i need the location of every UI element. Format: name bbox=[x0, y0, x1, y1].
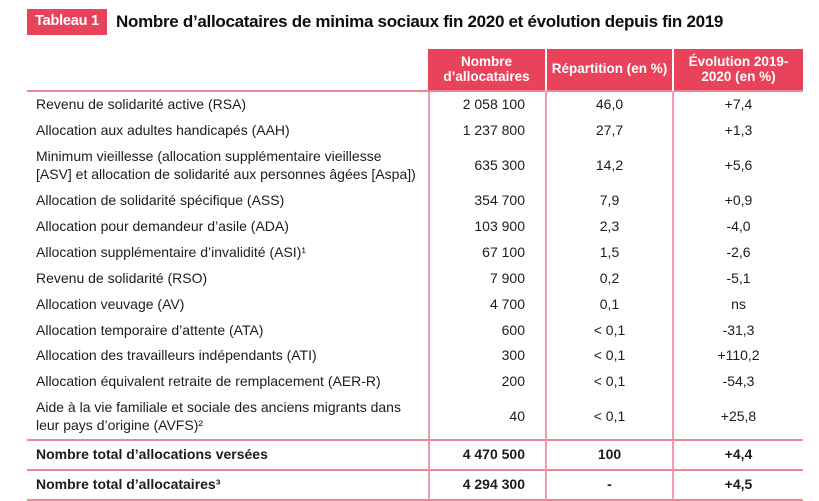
col-header-evolution: Évolution 2019-2020 (en %) bbox=[672, 49, 803, 93]
row-count: 300 bbox=[428, 343, 545, 369]
row-count: 40 bbox=[428, 395, 545, 439]
col-header-count: Nombre d’allocataires bbox=[428, 49, 545, 93]
row-label: Allocation aux adultes handicapés (AAH) bbox=[36, 122, 290, 139]
row-share: 27,7 bbox=[545, 118, 672, 144]
page-title: Nombre d’allocataires de minima sociaux fin 2020 et évolution depuis fin 2019 bbox=[116, 11, 724, 31]
table-row bbox=[27, 240, 803, 266]
row-evolution: +0,9 bbox=[672, 188, 803, 214]
row-count: 635 300 bbox=[428, 144, 545, 188]
row-count: 1 237 800 bbox=[428, 118, 545, 144]
row-share: < 0,1 bbox=[545, 395, 672, 439]
table-row bbox=[27, 266, 803, 292]
row-count: 103 900 bbox=[428, 214, 545, 240]
row-evolution: +1,3 bbox=[672, 118, 803, 144]
table-row bbox=[27, 369, 803, 395]
row-count: 600 bbox=[428, 318, 545, 344]
minima-sociaux-table bbox=[27, 49, 803, 501]
row-share: 2,3 bbox=[545, 214, 672, 240]
table-row bbox=[27, 395, 803, 439]
table-number-badge: Tableau 1 bbox=[27, 9, 107, 35]
row-label: Allocation pour demandeur d’asile (ADA) bbox=[36, 217, 289, 234]
row-share: 100 bbox=[545, 439, 672, 469]
row-share: 7,9 bbox=[545, 188, 672, 214]
row-label: Revenu de solidarité (RSO) bbox=[36, 269, 208, 286]
row-label: Aide à la vie familiale et sociale des anciens migrants dans leur pays d’origine (AVFS)² bbox=[36, 399, 401, 434]
row-label: Nombre total d’allocataires³ bbox=[27, 469, 428, 501]
table-row bbox=[27, 318, 803, 344]
row-label: Minimum vieillesse (allocation supplémentaire vieillesse [ASV] et allocation de solidarité aux personnes âgées [Aspa]) bbox=[36, 148, 416, 183]
row-count: 4 700 bbox=[428, 292, 545, 318]
row-evolution: ns bbox=[672, 292, 803, 318]
table-row bbox=[27, 118, 803, 144]
corner-spacer bbox=[27, 49, 428, 93]
row-evolution: +5,6 bbox=[672, 144, 803, 188]
table-row bbox=[27, 292, 803, 318]
row-evolution: -5,1 bbox=[672, 266, 803, 292]
row-count: 7 900 bbox=[428, 266, 545, 292]
row-count: 200 bbox=[428, 369, 545, 395]
row-label: Allocation de solidarité spécifique (ASS) bbox=[36, 191, 285, 208]
row-share: < 0,1 bbox=[545, 369, 672, 395]
row-label: Allocation veuvage (AV) bbox=[36, 295, 185, 312]
row-label: Nombre total d’allocations versées bbox=[27, 439, 428, 469]
row-evolution: +25,8 bbox=[672, 395, 803, 439]
row-count: 67 100 bbox=[428, 240, 545, 266]
row-label: Revenu de solidarité active (RSA) bbox=[36, 96, 247, 113]
row-evolution: +4,4 bbox=[672, 439, 803, 469]
table-row bbox=[27, 144, 803, 188]
table-body bbox=[27, 92, 803, 501]
row-label: Allocation temporaire d’attente (ATA) bbox=[36, 321, 264, 338]
table-caption bbox=[27, 9, 803, 35]
row-share: 0,1 bbox=[545, 292, 672, 318]
row-label: Allocation supplémentaire d’invalidité (ASI)¹ bbox=[36, 243, 307, 260]
row-label: Allocation équivalent retraite de remplacement (AER-R) bbox=[36, 373, 381, 390]
row-count: 2 058 100 bbox=[428, 92, 545, 118]
row-evolution: -54,3 bbox=[672, 369, 803, 395]
table-row-total-allocations bbox=[27, 439, 803, 469]
row-share: < 0,1 bbox=[545, 318, 672, 344]
row-evolution: -31,3 bbox=[672, 318, 803, 344]
row-count: 354 700 bbox=[428, 188, 545, 214]
table-header bbox=[27, 49, 803, 93]
table-row bbox=[27, 92, 803, 118]
row-share: 0,2 bbox=[545, 266, 672, 292]
row-count: 4 294 300 bbox=[428, 469, 545, 501]
row-evolution: +7,4 bbox=[672, 92, 803, 118]
col-header-share: Répartition (en %) bbox=[545, 49, 672, 93]
table-row-total-allocataires bbox=[27, 469, 803, 501]
row-evolution: -4,0 bbox=[672, 214, 803, 240]
row-share: 1,5 bbox=[545, 240, 672, 266]
row-evolution: +4,5 bbox=[672, 469, 803, 501]
row-share: < 0,1 bbox=[545, 343, 672, 369]
table-row bbox=[27, 214, 803, 240]
row-share: - bbox=[545, 469, 672, 501]
table-row bbox=[27, 343, 803, 369]
row-count: 4 470 500 bbox=[428, 439, 545, 469]
row-evolution: +110,2 bbox=[672, 343, 803, 369]
row-share: 14,2 bbox=[545, 144, 672, 188]
row-label: Allocation des travailleurs indépendants (ATI) bbox=[36, 347, 317, 364]
row-evolution: -2,6 bbox=[672, 240, 803, 266]
table-row bbox=[27, 188, 803, 214]
row-share: 46,0 bbox=[545, 92, 672, 118]
